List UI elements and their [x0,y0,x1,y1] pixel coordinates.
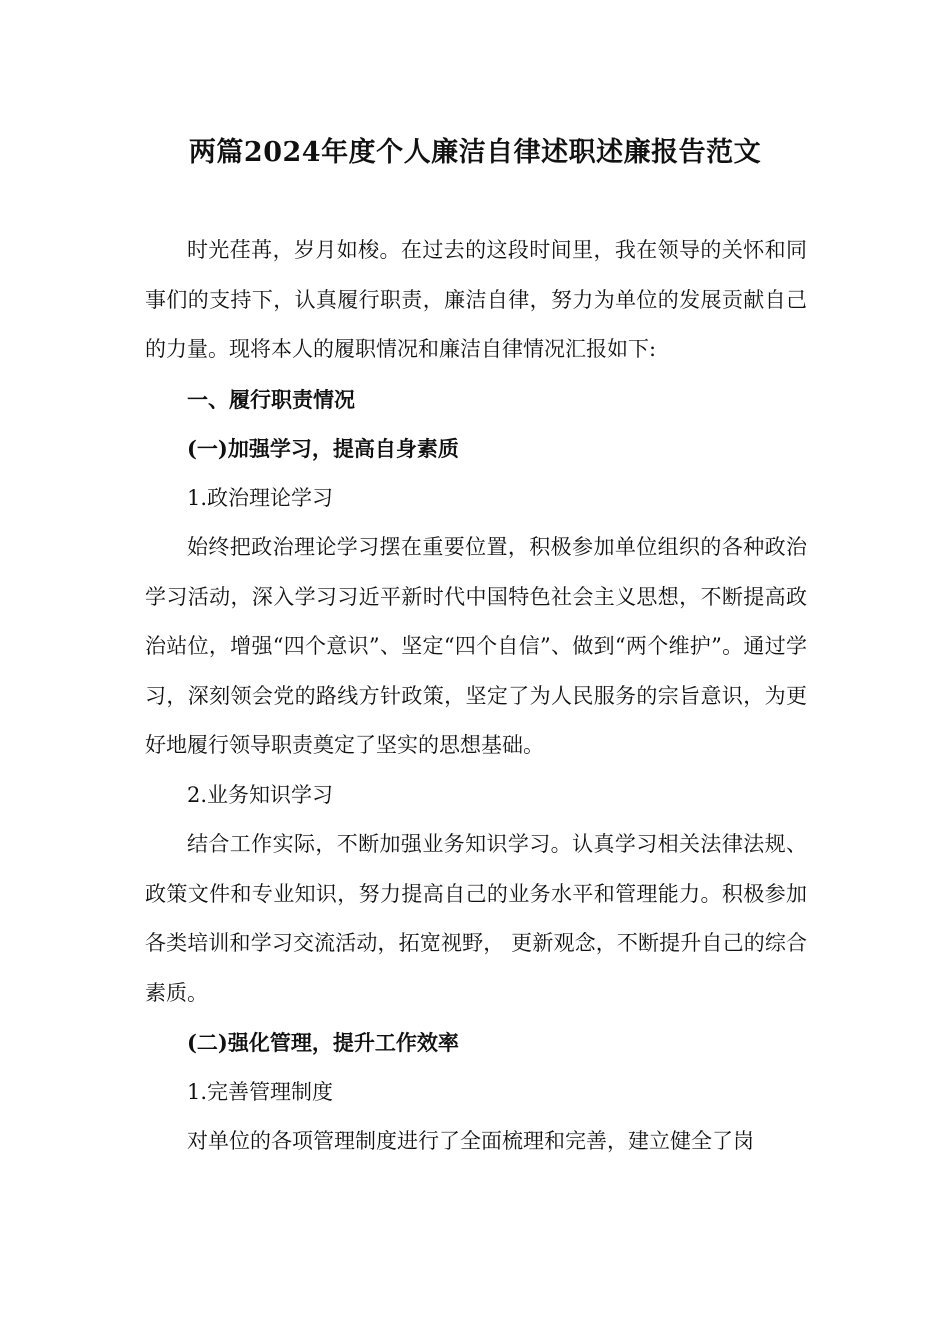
document-body [145,226,807,1167]
intro-paragraph: 时光荏苒，岁月如梭。在过去的这段时间里，我在领导的关怀和同事们的支持下，认真履行职责，廉洁自律，努力为单位的发展贡献自己的力量。现将本人的履职情况和廉洁自律情况汇报如下: [145,238,807,361]
document-title: 两篇2024年度个人廉洁自律述职述廉报告范文 [188,137,762,168]
paragraph-management-system: 对单位的各项管理制度进行了全面梳理和完善，建立健全了岗 [187,1129,754,1153]
item-heading-political-study: 1.政治理论学习 [187,485,334,510]
subsection-heading-1: (一)加强学习，提高自身素质 [187,436,459,461]
item-heading-business-study: 2.业务知识学习 [187,782,334,807]
item-heading-management-system: 1.完善管理制度 [187,1079,334,1104]
paragraph-business-study: 结合工作实际，不断加强业务知识学习。认真学习相关法律法规、政策文件和专业知识，努力提高自己的业务水平和管理能力。积极参加各类培训和学习交流活动，拓宽视野， 更新观念，不断提升自己的综合素质。 [145,832,807,1005]
section-heading-1: 一、履行职责情况 [187,386,355,412]
subsection-heading-2: (二)强化管理，提升工作效率 [187,1030,459,1055]
paragraph-political-study: 始终把政治理论学习摆在重要位置，积极参加单位组织的各种政治学习活动，深入学习习近平新时代中国特色社会主义思想，不断提高政治站位，增强“四个意识”、坚定“四个自信”、做到“两个维护”。通过学习，深刻领会党的路线方针政策，坚定了为人民服务的宗旨意识，为更好地履行领导职责奠定了坚实的思想基础。 [145,535,807,757]
